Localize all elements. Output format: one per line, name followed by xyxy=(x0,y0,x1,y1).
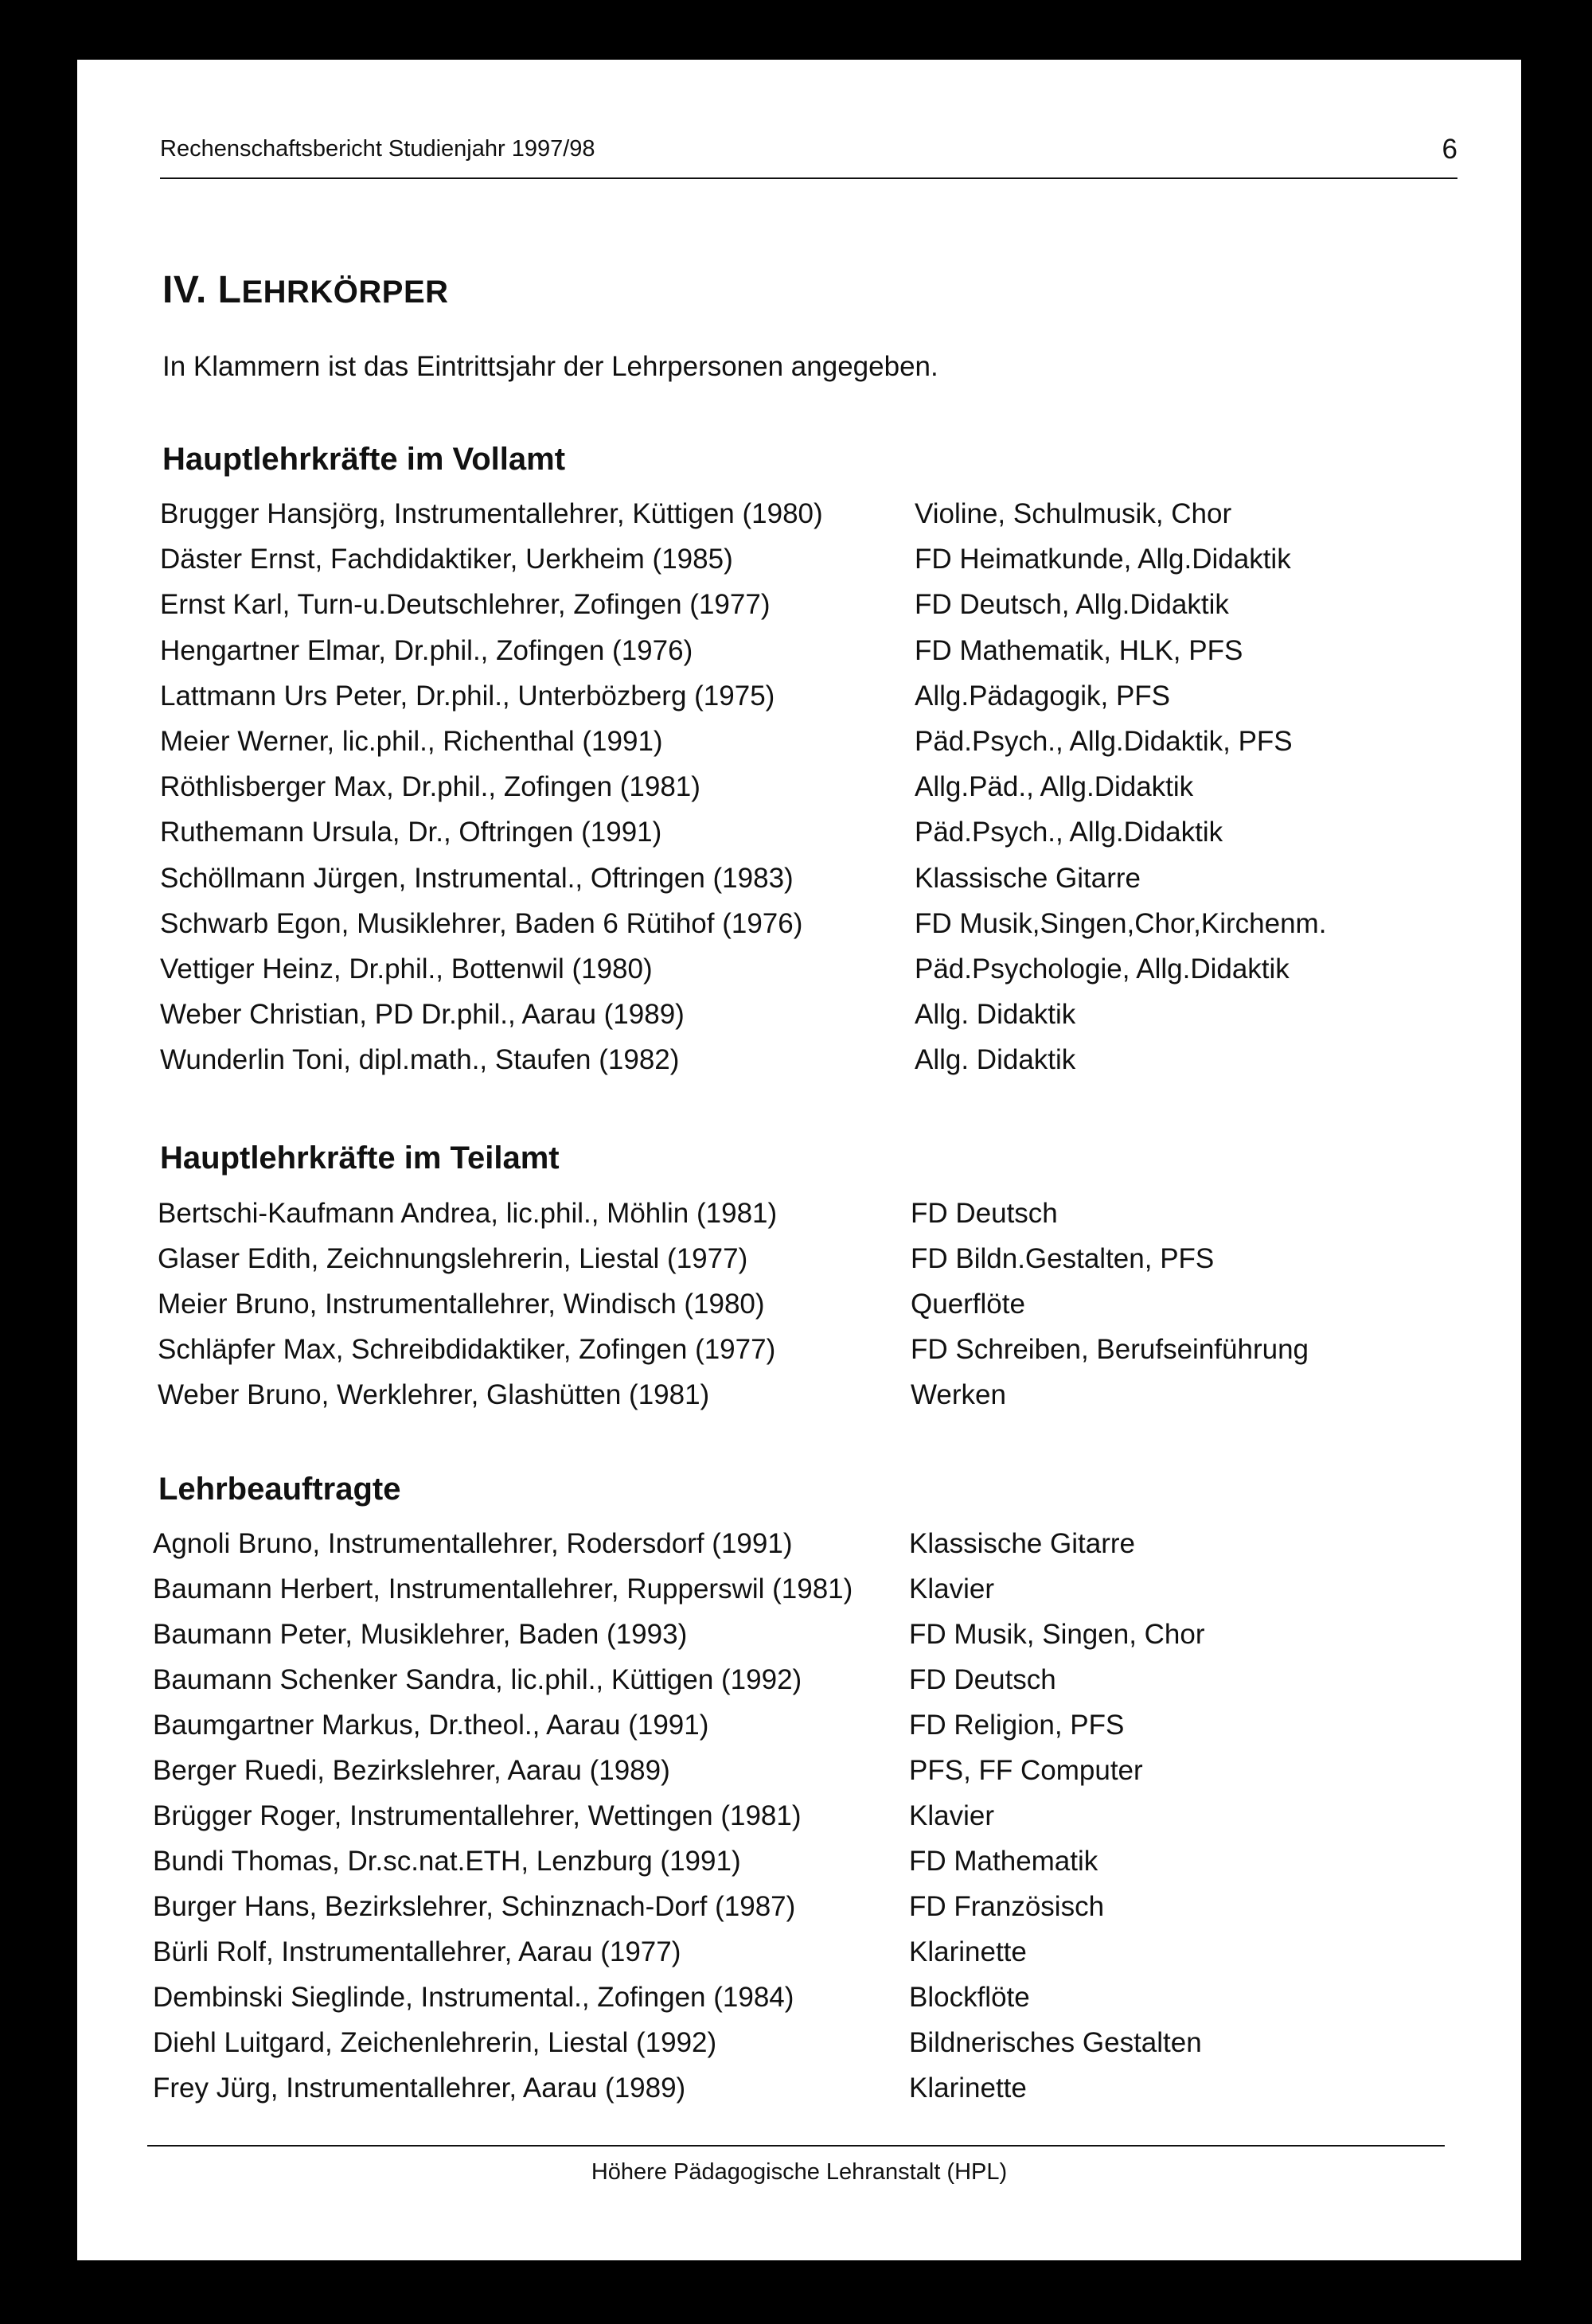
teacher-name: Ernst Karl, Turn-u.Deutschlehrer, Zofingen (1977) xyxy=(160,589,771,621)
teacher-name: Frey Jürg, Instrumentallehrer, Aarau (1989) xyxy=(153,2072,686,2104)
teacher-name: Bertschi-Kaufmann Andrea, lic.phil., Möhlin (1981) xyxy=(158,1198,778,1229)
section-heading: Hauptlehrkräfte im Teilamt xyxy=(160,1141,560,1176)
teacher-name: Bürli Rolf, Instrumentallehrer, Aarau (1977) xyxy=(153,1936,681,1967)
teacher-name: Lattmann Urs Peter, Dr.phil., Unterbözberg (1975) xyxy=(160,680,775,712)
teacher-subject: Blockflöte xyxy=(909,1982,1030,2013)
teacher-name: Weber Bruno, Werklehrer, Glashütten (1981) xyxy=(158,1379,710,1410)
teacher-subject: Allg. Didaktik xyxy=(915,1044,1076,1076)
teacher-subject: FD Mathematik xyxy=(909,1846,1098,1877)
teacher-name: Bundi Thomas, Dr.sc.nat.ETH, Lenzburg (1991) xyxy=(153,1846,741,1877)
teacher-subject: FD Deutsch xyxy=(911,1198,1058,1229)
chapter-umlaut: Ö xyxy=(333,275,359,310)
teacher-name: Glaser Edith, Zeichnungslehrerin, Liestal (1977) xyxy=(158,1243,748,1274)
teacher-name: Baumann Schenker Sandra, lic.phil., Küttigen (1992) xyxy=(153,1664,802,1695)
teacher-name: Schwarb Egon, Musiklehrer, Baden 6 Rütihof (1976) xyxy=(160,907,803,939)
teacher-name: Brugger Hansjörg, Instrumentallehrer, Küttigen (1980) xyxy=(160,498,823,529)
teacher-name: Burger Hans, Bezirkslehrer, Schinznach-Dorf (1987) xyxy=(153,1891,796,1922)
header-title: Rechenschaftsbericht Studienjahr 1997/98 xyxy=(160,136,595,162)
teacher-name: Baumann Peter, Musiklehrer, Baden (1993) xyxy=(153,1619,688,1650)
teacher-subject: Violine, Schulmusik, Chor xyxy=(915,498,1232,529)
teacher-subject: Klassische Gitarre xyxy=(915,862,1141,894)
teacher-subject: FD Religion, PFS xyxy=(909,1710,1125,1741)
teacher-name: Meier Werner, lic.phil., Richenthal (1991) xyxy=(160,726,663,757)
teacher-name: Schläpfer Max, Schreibdidaktiker, Zofingen (1977) xyxy=(158,1334,776,1365)
teacher-subject: FD Deutsch, Allg.Didaktik xyxy=(915,589,1229,621)
teacher-name: Ruthemann Ursula, Dr., Oftringen (1991) xyxy=(160,817,662,848)
teacher-subject: FD Schreiben, Berufseinführung xyxy=(911,1334,1309,1365)
teacher-subject: FD Heimatkunde, Allg.Didaktik xyxy=(915,544,1291,575)
section-heading: Hauptlehrkräfte im Vollamt xyxy=(162,442,566,477)
chapter-smallcaps-1: EHRK xyxy=(241,275,334,310)
teacher-name: Schöllmann Jürgen, Instrumental., Oftringen (1983) xyxy=(160,862,794,894)
teacher-subject: FD Deutsch xyxy=(909,1664,1056,1695)
teacher-subject: Klarinette xyxy=(909,1936,1027,1967)
teacher-subject: PFS, FF Computer xyxy=(909,1755,1143,1786)
footer-rule xyxy=(147,2145,1445,2147)
teacher-name: Wunderlin Toni, dipl.math., Staufen (1982) xyxy=(160,1044,680,1076)
teacher-subject: FD Französisch xyxy=(909,1891,1105,1922)
teacher-subject: FD Musik, Singen, Chor xyxy=(909,1619,1205,1650)
chapter-roman: IV. xyxy=(162,269,207,311)
teacher-subject: FD Bildn.Gestalten, PFS xyxy=(911,1243,1215,1274)
teacher-name: Hengartner Elmar, Dr.phil., Zofingen (1976) xyxy=(160,634,693,666)
chapter-initial: L xyxy=(217,269,242,311)
teacher-name: Dembinski Sieglinde, Instrumental., Zofingen (1984) xyxy=(153,1982,794,2013)
teacher-name: Berger Ruedi, Bezirkslehrer, Aarau (1989) xyxy=(153,1755,670,1786)
teacher-subject: FD Musik,Singen,Chor,Kirchenm. xyxy=(915,907,1327,939)
teacher-name: Meier Bruno, Instrumentallehrer, Windisch (1980) xyxy=(158,1289,765,1320)
teacher-name: Brügger Roger, Instrumentallehrer, Wettingen (1981) xyxy=(153,1800,802,1831)
teacher-name: Baumann Herbert, Instrumentallehrer, Rupperswil (1981) xyxy=(153,1573,853,1605)
teacher-subject: Klarinette xyxy=(909,2072,1027,2104)
teacher-subject: Klavier xyxy=(909,1800,994,1831)
page-number: 6 xyxy=(1442,134,1457,165)
teacher-subject: Allg. Didaktik xyxy=(915,999,1076,1031)
section-heading: Lehrbeauftragte xyxy=(158,1472,401,1507)
footer-text: Höhere Pädagogische Lehranstalt (HPL) xyxy=(591,2159,1008,2185)
teacher-name: Baumgartner Markus, Dr.theol., Aarau (1991) xyxy=(153,1710,709,1741)
teacher-name: Diehl Luitgard, Zeichenlehrerin, Liestal (1992) xyxy=(153,2027,717,2058)
teacher-subject: Bildnerisches Gestalten xyxy=(909,2027,1202,2058)
teacher-name: Weber Christian, PD Dr.phil., Aarau (1989) xyxy=(160,999,685,1031)
teacher-name: Vettiger Heinz, Dr.phil., Bottenwil (1980) xyxy=(160,953,653,985)
teacher-subject: Päd.Psychologie, Allg.Didaktik xyxy=(915,953,1290,985)
teacher-subject: Allg.Päd., Allg.Didaktik xyxy=(915,771,1194,803)
teacher-name: Agnoli Bruno, Instrumentallehrer, Rodersdorf (1991) xyxy=(153,1528,793,1559)
teacher-subject: Querflöte xyxy=(911,1289,1025,1320)
teacher-subject: Klassische Gitarre xyxy=(909,1528,1135,1559)
teacher-subject: FD Mathematik, HLK, PFS xyxy=(915,634,1243,666)
intro-text: In Klammern ist das Eintrittsjahr der Lehrpersonen angegeben. xyxy=(162,351,938,382)
chapter-heading xyxy=(162,268,449,312)
teacher-subject: Werken xyxy=(911,1379,1006,1410)
chapter-smallcaps-2: RPER xyxy=(358,275,449,310)
teacher-subject: Klavier xyxy=(909,1573,994,1605)
teacher-name: Däster Ernst, Fachdidaktiker, Uerkheim (1985) xyxy=(160,544,733,575)
teacher-subject: Allg.Pädagogik, PFS xyxy=(915,680,1171,712)
teacher-subject: Päd.Psych., Allg.Didaktik, PFS xyxy=(915,726,1293,757)
teacher-name: Röthlisberger Max, Dr.phil., Zofingen (1981) xyxy=(160,771,700,803)
teacher-subject: Päd.Psych., Allg.Didaktik xyxy=(915,817,1223,848)
header-rule xyxy=(160,177,1457,179)
document-page xyxy=(77,60,1521,2260)
